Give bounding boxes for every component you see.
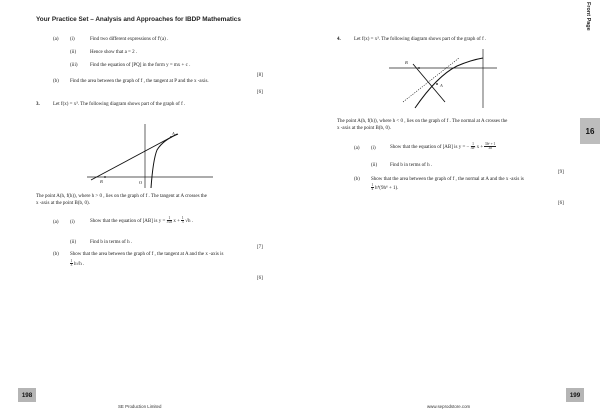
q4-part-b-text: Show that the area between the graph of f , the normal at A and the x -axis is [371, 177, 524, 182]
q4-number: 4. [337, 37, 341, 42]
q3-tangent-line [91, 134, 177, 180]
footer-website[interactable]: www.seprodstore.com [427, 404, 471, 409]
q3-ai-fraction-1: $\frac{1}{3√h}$ [166, 215, 173, 225]
q3-graph-label-o: O [139, 180, 143, 185]
q3-marks-a: [7] [257, 245, 263, 250]
q4-part-aii-text: Find b in terms of h . [390, 163, 433, 168]
q4-stem: Let f(x) = x³. The following diagram shows part of the graph of f . [354, 37, 487, 42]
q3-b-fraction: $\frac{1}{3}$ [70, 258, 73, 268]
q4-marks-b: [6] [558, 201, 564, 206]
q4-marks-a: [9] [558, 170, 564, 175]
page-header-title: Your Practice Set – Analysis and Approaches for IBDP Mathematics [36, 16, 241, 23]
q2-part-aii-label: (ii) [70, 50, 77, 55]
q2-part-ai-label: (i) [70, 37, 75, 42]
q4-part-b-label: (b) [354, 177, 360, 182]
q4-graph-label-a: A [440, 83, 443, 88]
q3-text-line-1: The point A(h, f(h)), where h > 0 , lies on the graph of f . The tangent at A crosses the [36, 194, 207, 199]
q3-marks-b: [6] [257, 276, 263, 281]
q4-tangent-dashed [403, 58, 459, 102]
q4-part-ai-label: (i) [371, 146, 376, 151]
q4-text-line-2: x -axis at the point B(b, 0). [337, 126, 391, 131]
q4-ai-fraction-1: $\frac{1}{\text{3h²}}$ [470, 141, 476, 151]
q2-part-aiii-label: (iii) [70, 63, 78, 68]
chapter-tab[interactable]: 16 [580, 118, 600, 144]
q3-text-line-2: x -axis at the point B(b, 0). [36, 201, 90, 206]
q3-part-ai-label: (i) [70, 220, 75, 225]
q4-part-b-answer [371, 183, 398, 195]
q4-text-line-1: The point A(h, f(h)), where h < 0 , lies on the graph of f . The normal at A crosses the [337, 119, 508, 124]
q3-ai-text: Show that the equation of [AB] is y = [90, 219, 166, 224]
q3-curve [151, 134, 178, 188]
q3-ai-fraction-2: $\frac{1}{3}$ [181, 215, 184, 225]
q3-graph-label-a: A [172, 131, 175, 136]
q2-marks-a: [8] [257, 73, 263, 78]
q3-number: 3. [36, 102, 40, 107]
q2-marks-b: [6] [257, 90, 263, 95]
q4-part-ai-equation [390, 141, 496, 155]
q2-part-b-text: Find the area between the graph of f , the tangent at P and the x -axis. [70, 79, 209, 84]
q3-point-b [104, 176, 106, 178]
q3-part-b-answer [70, 259, 84, 271]
q4-b-end: h⁴(9h⁶ + 1). [375, 186, 399, 191]
q3-part-b-text: Show that the area between the graph of f , the tangent at A and the x -axis is [70, 252, 224, 257]
q4-ai-mid: x + [476, 145, 484, 150]
q3-part-a-label: (a) [53, 220, 59, 225]
q4-part-a-label: (a) [354, 146, 360, 151]
footer-publisher: SE Production Limited [118, 404, 162, 409]
front-page-side-label: Front Page [585, 2, 591, 31]
q3-part-b-label: (b) [53, 252, 59, 257]
q2-part-ai-text: Find two different expressions of f′(a) . [90, 37, 169, 42]
q4-b-fraction: $\frac{1}{4}$ [371, 182, 374, 192]
page-number-right: 199 [566, 388, 584, 402]
q3-graph-label-b: B [100, 179, 103, 184]
q3-part-aii-text: Find b in terms of h . [90, 240, 133, 245]
q3-b-end: h√h . [74, 262, 85, 267]
q4-graph [385, 46, 500, 110]
q3-ai-mid: x + [173, 219, 180, 224]
q4-point-b [418, 67, 420, 69]
q3-stem: Let f(x) = x³. The following diagram shows part of the graph of f . [53, 102, 186, 107]
page-number-left: 198 [18, 388, 36, 402]
q4-part-aii-label: (ii) [371, 163, 378, 168]
q4-ai-fraction-2: $\frac{\text{3h⁶ + 1}}{3h}$ [484, 141, 496, 151]
q2-part-b-label: (b) [53, 79, 59, 84]
q2-part-a-label: (a) [53, 37, 59, 42]
q3-part-ai-equation [90, 215, 193, 229]
q4-graph-label-b: B [405, 60, 408, 65]
q4-ai-text: Show that the equation of [AB] is y = − [390, 145, 470, 150]
q3-graph [85, 120, 215, 190]
q3-part-aii-label: (ii) [70, 240, 77, 245]
q4-point-a [436, 83, 438, 85]
q2-part-aiii-text: Find the equation of [PQ] in the form y = mx + c . [90, 63, 191, 68]
q2-part-aii-text: Hence show that a = 2 . [90, 50, 138, 55]
q3-ai-end: √h . [185, 219, 194, 224]
